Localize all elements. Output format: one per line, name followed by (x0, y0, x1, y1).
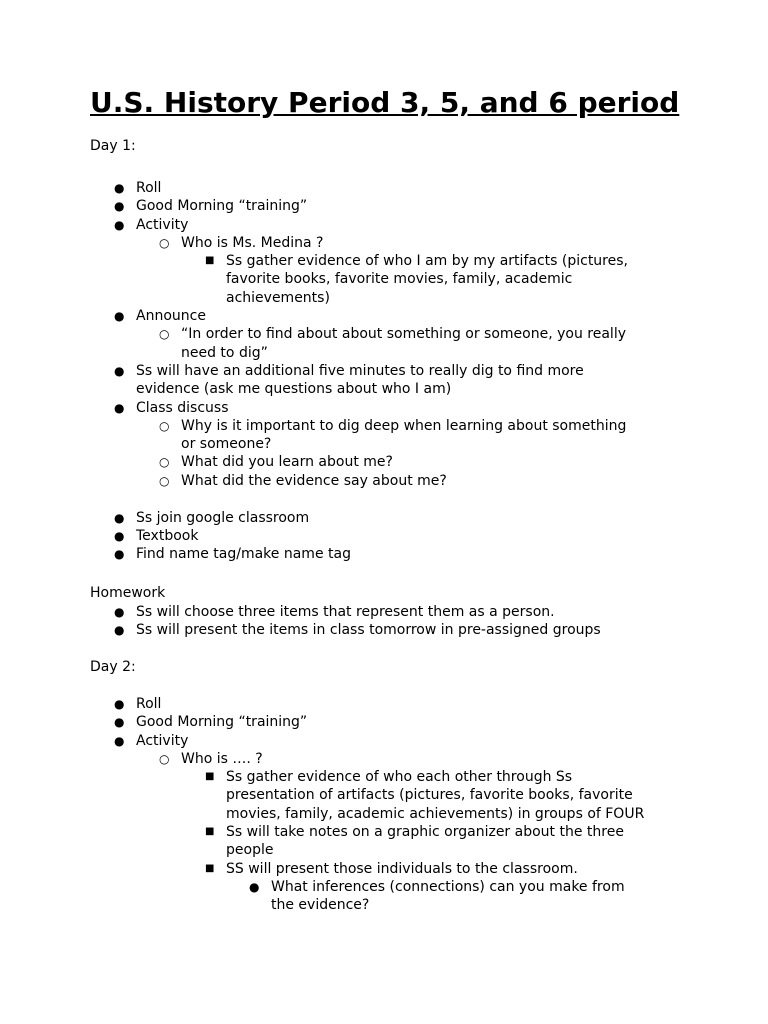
list-item: ● Ss join google classroom (114, 509, 310, 526)
day2-heading: Day 2: (90, 659, 136, 675)
list-item: ○ What did you learn about me? (159, 454, 393, 471)
list-item: ● Textbook (114, 527, 199, 544)
list-item: ● Roll (114, 180, 162, 196)
day1-list (114, 179, 696, 563)
list-item: ● Activity (114, 216, 189, 233)
list-item: ■ Ss gather evidence of who each other through Ss presentation of artifacts (pictures, favorite books, favorite movies, family, academic achievements) in groups of FOUR (205, 769, 645, 822)
homework-list (114, 603, 696, 640)
list-item: ○ Why is it important to dig deep when learning about something or someone? (159, 417, 627, 453)
homework-heading: Homework (90, 585, 166, 601)
list-item: ● What inferences (connections) can you make from the evidence? (249, 878, 625, 914)
spacer (136, 490, 696, 509)
list-item: ● Announce (114, 308, 206, 325)
list-item: ● Good Morning “training” (114, 714, 308, 731)
document-title: U.S. History Period 3, 5, and 6 period (90, 86, 680, 119)
list-item: ○ Who is Ms. Medina ? (159, 234, 324, 251)
list-item: ● Find name tag/make name tag (114, 546, 351, 563)
list-item: ■ Ss gather evidence of who I am by my artifacts (pictures, favorite books, favorite movies, family, academic achievements) (205, 253, 628, 306)
day2-list (114, 695, 696, 915)
day1-heading: Day 1: (90, 138, 136, 154)
list-item: ● Activity (114, 732, 189, 749)
list-item: ● Class discuss (114, 399, 229, 416)
list-item: ● Good Morning “training” (114, 198, 308, 215)
list-item: ● Ss will have an additional five minutes to really dig to find more evidence (ask me questions about who I am) (114, 362, 584, 398)
list-item: ● Roll (114, 696, 162, 712)
list-item: ● Ss will choose three items that represent them as a person. (114, 604, 555, 620)
list-item: ○ “In order to find about about something or someone, you really need to dig” (159, 326, 626, 361)
list-item: ● Ss will present the items in class tomorrow in pre-assigned groups (114, 622, 601, 639)
list-item: ○ What did the evidence say about me? (159, 472, 447, 489)
list-item: ■ Ss will take notes on a graphic organizer about the three people (205, 824, 624, 859)
list-item: ■ SS will present those individuals to the classroom. (205, 860, 578, 877)
list-item: ○ Who is …. ? (159, 750, 263, 767)
